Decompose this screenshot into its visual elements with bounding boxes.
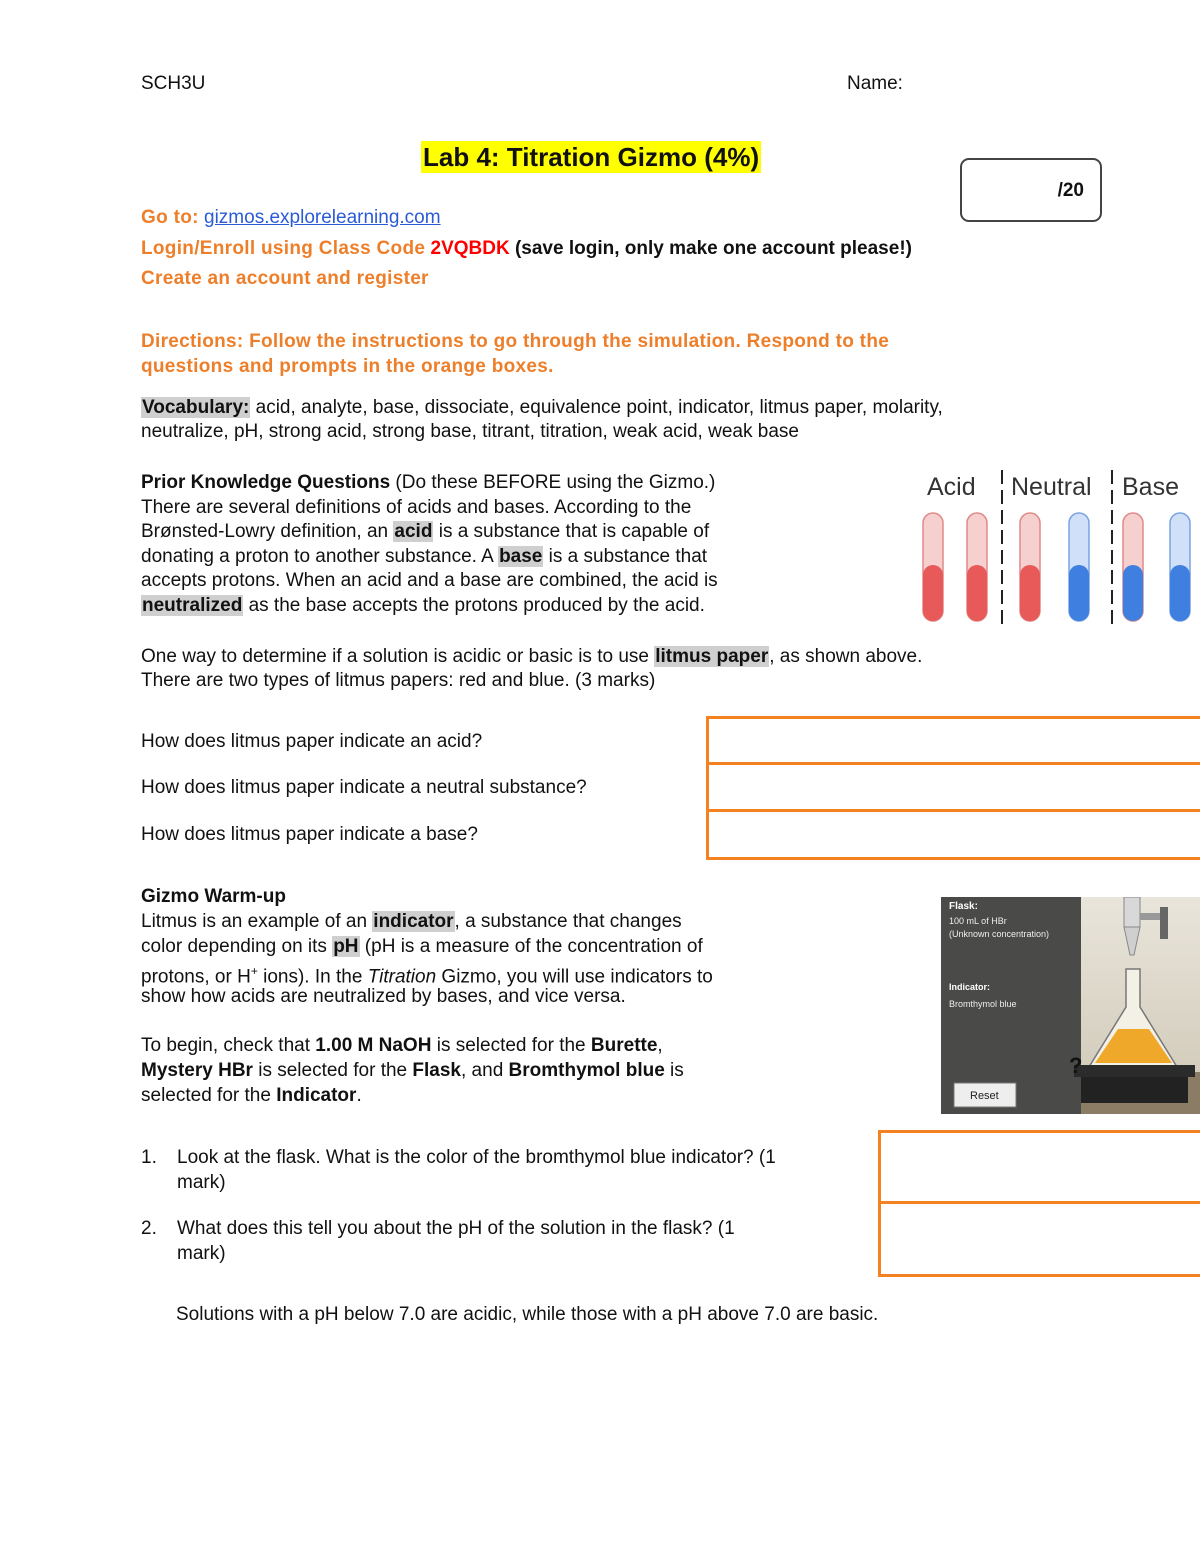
question-base: How does litmus paper indicate a base? [141,824,478,845]
directions-line-1: Directions: Follow the instructions to go through the simulation. Respond to the [141,331,890,352]
gizmo-flask-value: 100 mL of HBr [949,916,1007,926]
setup-flask: Flask [412,1060,461,1081]
prior-l4c: is a substance that [543,546,708,567]
gizmo-stirrer [1074,1065,1195,1077]
term-litmus-paper: litmus paper [655,646,769,667]
base-label: Base [1122,473,1179,501]
answer-box-acid[interactable] [706,716,1200,765]
q2-line-1: What does this tell you about the pH of the solution in the flask? (1 [177,1218,735,1239]
tube-acid-2 [967,513,987,621]
warmup-l1a: Litmus is an example of an [141,911,373,932]
answer-box-base[interactable] [706,809,1200,860]
prior-line-3 [141,520,709,545]
gizmo-flask-label: Flask: [949,901,978,912]
gizmo-flask-value-2: (Unknown concentration) [949,929,1050,939]
warmup-l3sup: + [250,964,258,978]
setup-naoh: 1.00 M NaOH [315,1035,432,1056]
term-indicator: indicator [373,911,454,932]
gizmos-link[interactable]: gizmos.explorelearning.com [204,207,441,228]
litmus-l1a: One way to determine if a solution is acidic or basic is to use [141,646,655,667]
setup-line-1 [141,1034,663,1059]
question-neutral: How does litmus paper indicate a neutral substance? [141,777,587,798]
vocab-line-2: neutralize, pH, strong acid, strong base, titrant, titration, weak acid, weak base [141,421,799,442]
q1-line-1: Look at the flask. What is the color of the bromthymol blue indicator? (1 [177,1147,776,1168]
q2-line-2: mark) [177,1243,226,1264]
term-acid: acid [394,521,433,542]
course-code: SCH3U [141,73,206,94]
gizmo-indicator-label: Indicator: [949,982,991,992]
litmus-l1c: , as shown above. [769,646,923,667]
setup-indicator: Indicator [276,1085,357,1106]
tube-neutral-blue [1069,513,1089,621]
prior-l4a: donating a proton to another substance. A [141,546,499,567]
directions-line-2: questions and prompts in the orange boxes. [141,356,554,377]
tube-neutral-red [1020,513,1040,621]
warmup-l3b: ions). In the [257,966,368,988]
goto-line [141,206,441,231]
vocab-line-1 [141,396,943,421]
warmup-line-1 [141,910,682,935]
setup-p3b: is selected for the [252,1060,413,1081]
setup-hbr: Mystery HBr [141,1060,253,1081]
litmus-tubes-image [915,465,1200,630]
term-neutralized: neutralized [142,595,243,616]
acid-label: Acid [927,473,976,501]
prior-l3c: is a substance that is capable of [433,521,710,542]
term-base: base [499,546,543,567]
score-value: /20 [1057,180,1084,201]
login-note: (save login, only make one account please!) [514,238,912,259]
warmup-l3d: Gizmo, you will use indicators to [436,966,713,988]
gizmo-reset-label: Reset [970,1090,999,1102]
warmup-l3a: protons, or H [141,966,251,988]
page-title: Lab 4: Titration Gizmo (4%) [423,142,760,172]
answer-box-q1[interactable] [878,1130,1200,1204]
warmup-l2a: color depending on its [141,936,333,957]
q1-line-2: mark) [177,1172,226,1193]
setup-p2e: , [657,1035,663,1056]
term-ph: pH [333,936,359,957]
litmus-line-1 [141,645,922,670]
setup-p2a: To begin, check that [141,1035,316,1056]
prior-heading: Prior Knowledge Questions [141,472,391,493]
q1-number: 1. [141,1147,157,1168]
goto-label: Go to: [141,207,199,228]
q2-number: 2. [141,1218,157,1239]
gizmo-screenshot [941,897,1200,1114]
answer-box-neutral[interactable] [706,762,1200,812]
class-code: 2VQBDK [430,238,510,259]
ph-note: Solutions with a pH below 7.0 are acidic, while those with a pH above 7.0 are basic. [176,1304,879,1325]
setup-p2c: is selected for the [431,1035,591,1056]
vocab-label: Vocabulary: [142,397,250,418]
tube-acid-1 [923,513,943,621]
prior-line-4 [141,545,707,570]
tube-base-red [1123,513,1143,621]
score-box [960,158,1102,222]
setup-bromthymol: Bromthymol blue [508,1060,665,1081]
setup-line-3 [141,1084,362,1109]
setup-burette: Burette [590,1035,658,1056]
prior-l6b: as the base accepts the protons produced by the acid. [243,595,705,616]
litmus-line-2: There are two types of litmus papers: red and blue. (3 marks) [141,670,656,691]
setup-p4c: . [356,1085,362,1106]
prior-line-5: accepts protons. When an acid and a base are combined, the acid is [141,570,718,591]
prior-line-2: There are several definitions of acids and bases. According to the [141,497,692,518]
setup-line-2 [141,1059,684,1084]
gizmo-indicator-value: Bromthymol blue [949,999,1017,1009]
warmup-line-4: show how acids are neutralized by bases, and vice versa. [141,986,626,1007]
setup-p4a: selected for the [141,1085,277,1106]
login-line [141,237,912,262]
tube-base-blue [1170,513,1190,621]
neutral-label: Neutral [1011,473,1092,501]
warmup-line-2 [141,935,703,960]
warmup-l2c: (pH is a measure of the concentration of [359,936,703,957]
setup-p3f: is [664,1060,684,1081]
prior-heading-note: (Do these BEFORE using the Gizmo.) [390,472,716,493]
login-label: Login/Enroll using Class Code [141,238,426,259]
gizmo-stirrer-base [1081,1077,1188,1103]
warmup-l3c: Titration [367,966,437,988]
prior-line-6 [141,594,705,619]
name-label: Name: [847,73,903,94]
answer-box-q2[interactable] [878,1201,1200,1277]
setup-p3d: , and [461,1060,509,1081]
warmup-l1c: , a substance that changes [454,911,682,932]
gizmo-question-mark: ? [1069,1053,1083,1078]
warmup-heading: Gizmo Warm-up [141,886,286,907]
prior-l3a: Brønsted-Lowry definition, an [141,521,394,542]
question-acid: How does litmus paper indicate an acid? [141,731,483,752]
create-account: Create an account and register [141,268,429,289]
vocab-words-1: acid, analyte, base, dissociate, equivalence point, indicator, litmus paper, molarity, [250,397,943,418]
prior-heading-line [141,471,715,496]
